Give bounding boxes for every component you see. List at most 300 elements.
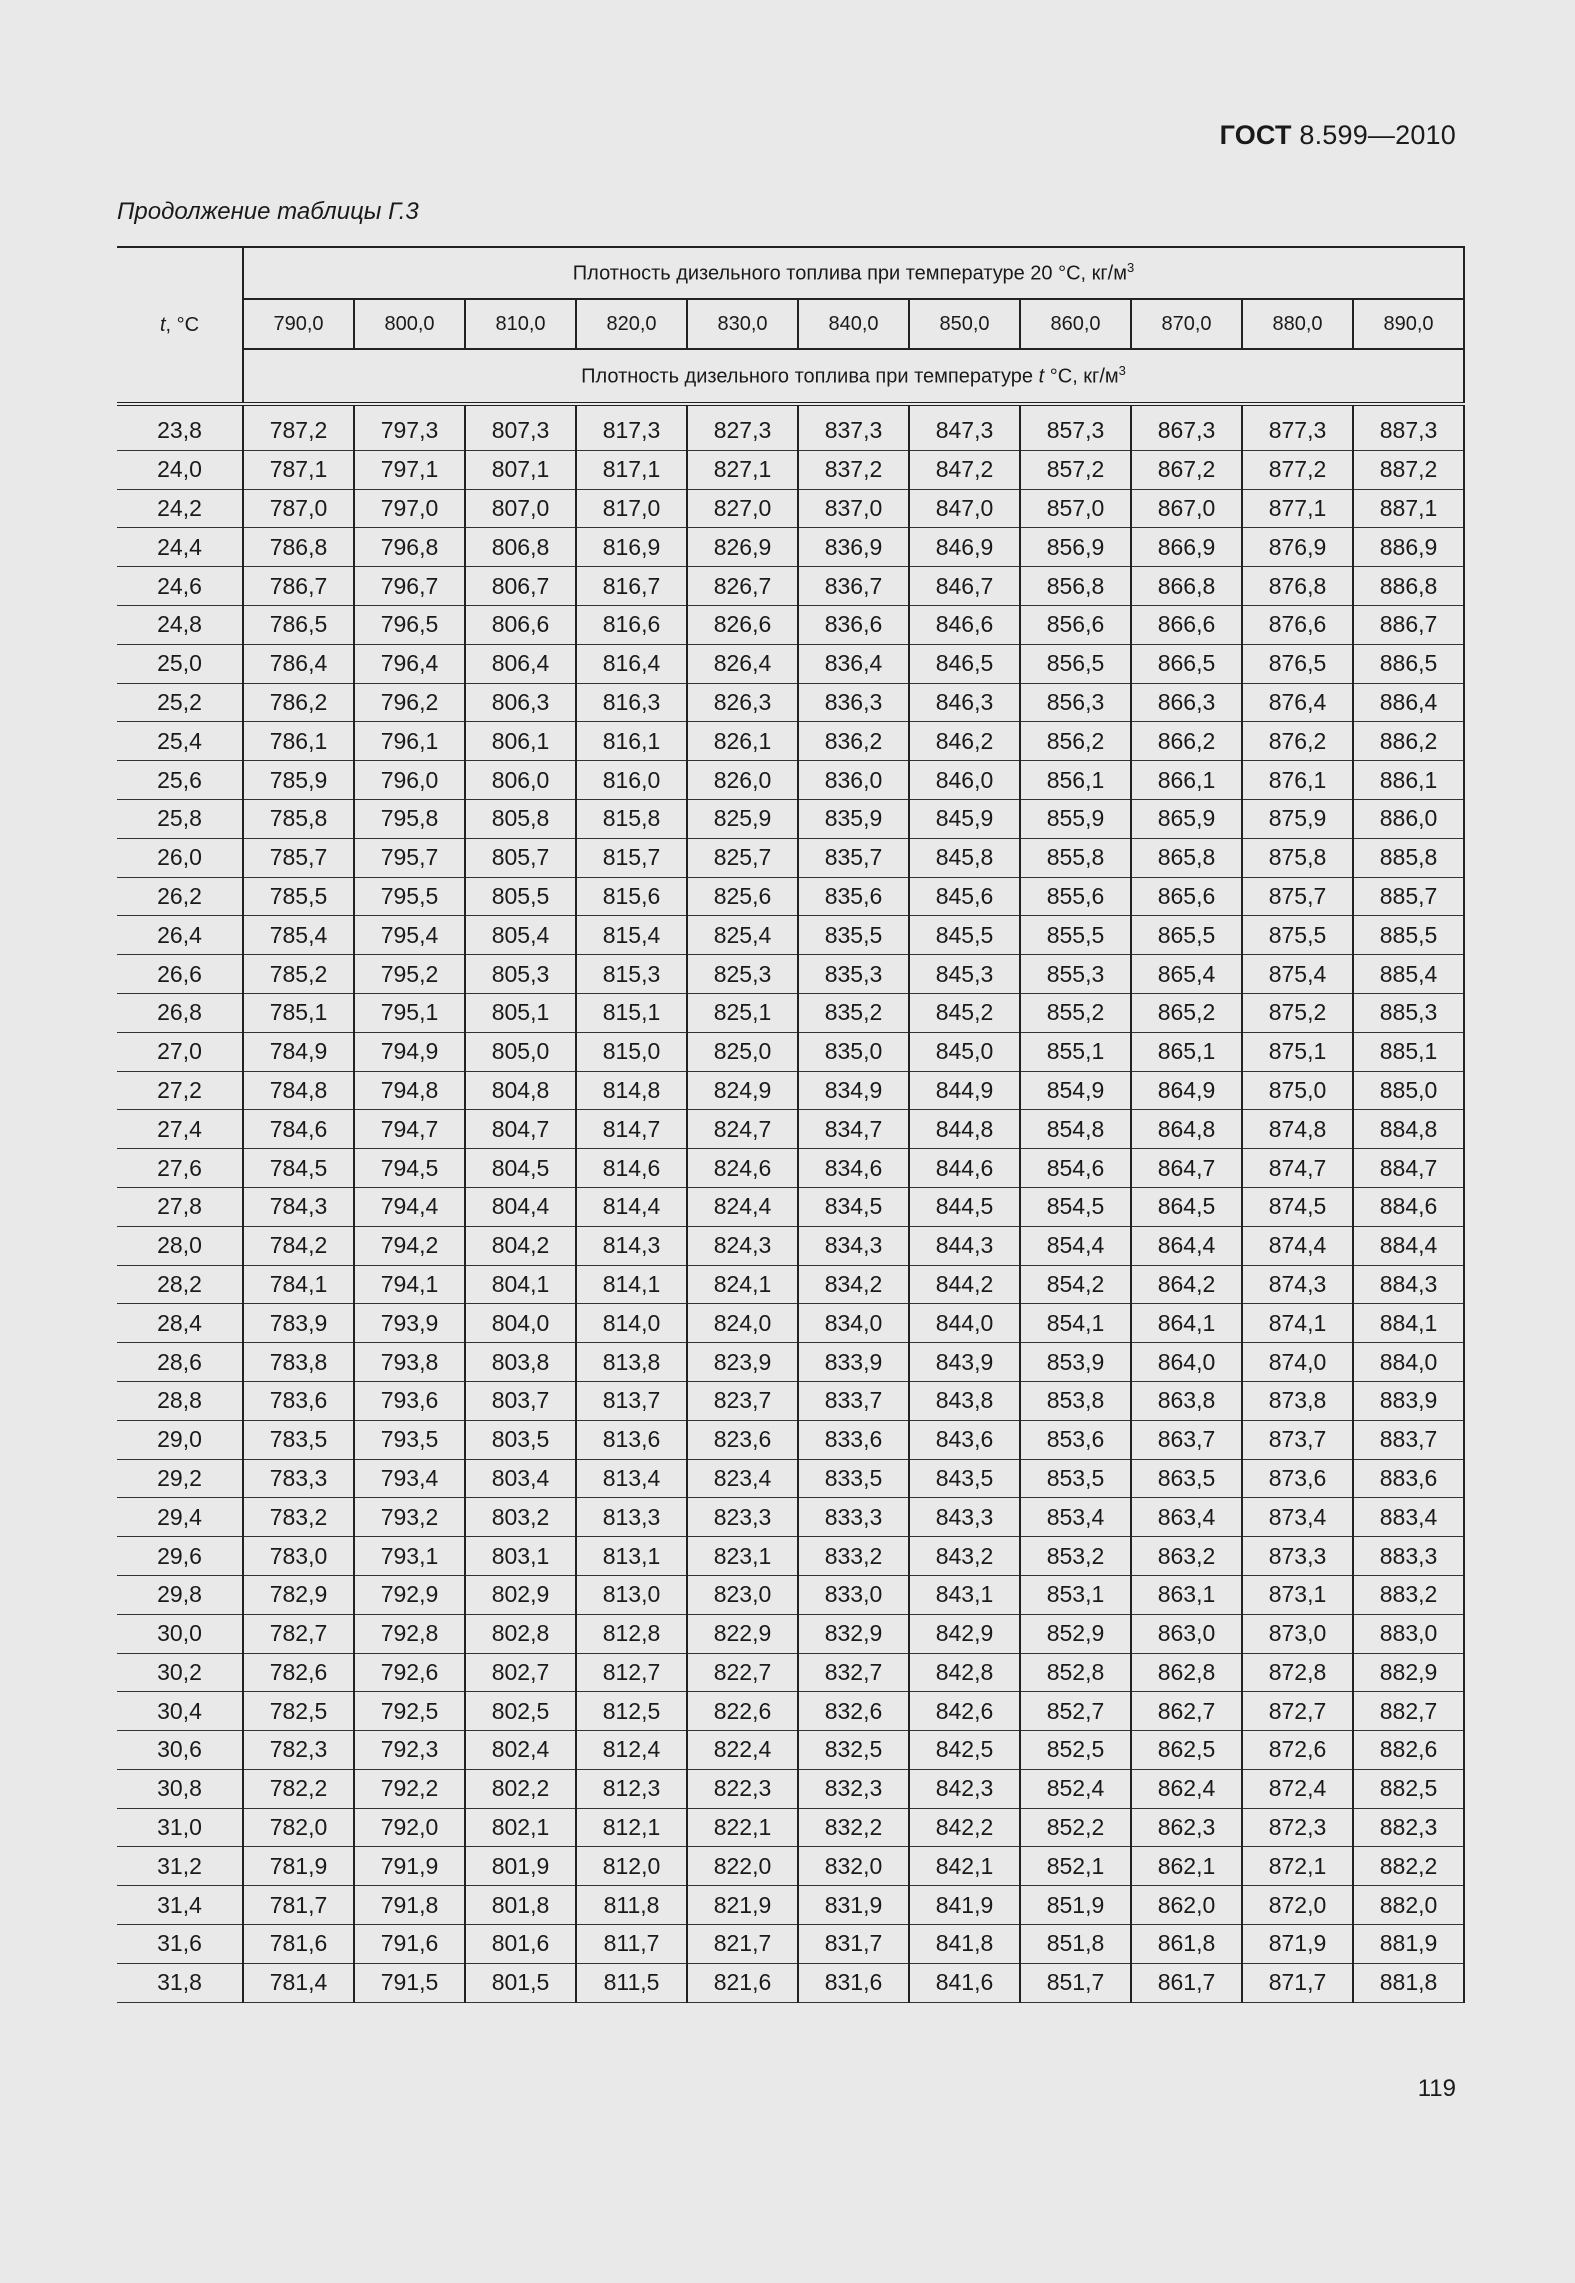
density-cell: 812,4 (576, 1731, 687, 1770)
density-cell: 812,0 (576, 1847, 687, 1886)
density-cell: 886,8 (1353, 567, 1464, 606)
density-20-value: 890,0 (1353, 299, 1464, 349)
density-cell: 836,9 (798, 528, 909, 567)
density-cell: 814,8 (576, 1071, 687, 1110)
density-cell: 841,6 (909, 1963, 1020, 2002)
table-row (117, 1808, 1464, 1847)
density-20-value: 820,0 (576, 299, 687, 349)
density-cell: 846,7 (909, 567, 1020, 606)
density-cell: 882,9 (1353, 1653, 1464, 1692)
density-cell: 875,0 (1242, 1071, 1353, 1110)
temperature-cell: 30,2 (117, 1653, 243, 1692)
density-cell: 782,0 (243, 1808, 354, 1847)
density-cell: 845,5 (909, 916, 1020, 955)
density-cell: 815,8 (576, 799, 687, 838)
density-20-value: 830,0 (687, 299, 798, 349)
table-row (117, 1886, 1464, 1925)
density-cell: 872,7 (1242, 1692, 1353, 1731)
density-cell: 843,2 (909, 1537, 1020, 1576)
table-row (117, 1304, 1464, 1343)
density-cell: 872,1 (1242, 1847, 1353, 1886)
density-cell: 802,8 (465, 1614, 576, 1653)
density-cell: 885,7 (1353, 877, 1464, 916)
density-cell: 816,3 (576, 683, 687, 722)
density-cell: 861,7 (1131, 1963, 1242, 2002)
density-cell: 822,3 (687, 1769, 798, 1808)
density-cell: 782,9 (243, 1575, 354, 1614)
density-cell: 792,8 (354, 1614, 465, 1653)
table-row (117, 1692, 1464, 1731)
density-cell: 846,9 (909, 528, 1020, 567)
density-cell: 854,4 (1020, 1226, 1131, 1265)
density-cell: 794,7 (354, 1110, 465, 1149)
table-row (117, 644, 1464, 683)
density-cell: 855,8 (1020, 838, 1131, 877)
density-cell: 843,1 (909, 1575, 1020, 1614)
density-cell: 815,6 (576, 877, 687, 916)
density-cell: 801,9 (465, 1847, 576, 1886)
density-cell: 836,6 (798, 605, 909, 644)
density-cell: 846,6 (909, 605, 1020, 644)
density-cell: 882,2 (1353, 1847, 1464, 1886)
density-cell: 833,6 (798, 1420, 909, 1459)
density-cell: 783,8 (243, 1343, 354, 1382)
density-cell: 781,6 (243, 1925, 354, 1964)
density-cell: 853,4 (1020, 1498, 1131, 1537)
density-cell: 872,0 (1242, 1886, 1353, 1925)
density-cell: 795,8 (354, 799, 465, 838)
density-cell: 883,2 (1353, 1575, 1464, 1614)
table-row (117, 916, 1464, 955)
density-cell: 824,6 (687, 1149, 798, 1188)
density-cell: 787,1 (243, 450, 354, 489)
density-cell: 801,8 (465, 1886, 576, 1925)
density-cell: 874,7 (1242, 1149, 1353, 1188)
density-cell: 822,4 (687, 1731, 798, 1770)
density-cell: 826,6 (687, 605, 798, 644)
density-cell: 874,5 (1242, 1187, 1353, 1226)
table-row (117, 683, 1464, 722)
density-cell: 864,9 (1131, 1071, 1242, 1110)
table-row (117, 1575, 1464, 1614)
density-cell: 813,8 (576, 1343, 687, 1382)
density-cell: 853,8 (1020, 1381, 1131, 1420)
density-cell: 794,2 (354, 1226, 465, 1265)
density-cell: 832,6 (798, 1692, 909, 1731)
density-cell: 837,3 (798, 404, 909, 450)
density-cell: 846,5 (909, 644, 1020, 683)
density-cell: 847,2 (909, 450, 1020, 489)
density-cell: 816,6 (576, 605, 687, 644)
density-cell: 852,5 (1020, 1731, 1131, 1770)
density-cell: 813,4 (576, 1459, 687, 1498)
density-cell: 802,4 (465, 1731, 576, 1770)
density-cell: 873,0 (1242, 1614, 1353, 1653)
density-cell: 863,4 (1131, 1498, 1242, 1537)
density-cell: 825,7 (687, 838, 798, 877)
density-cell: 804,5 (465, 1149, 576, 1188)
density-20-values-row (117, 299, 1464, 349)
density-cell: 843,9 (909, 1343, 1020, 1382)
density-cell: 802,2 (465, 1769, 576, 1808)
density-cell: 876,8 (1242, 567, 1353, 606)
density-cell: 834,5 (798, 1187, 909, 1226)
density-cell: 793,5 (354, 1420, 465, 1459)
density-cell: 816,7 (576, 567, 687, 606)
density-cell: 862,3 (1131, 1808, 1242, 1847)
density-cell: 823,0 (687, 1575, 798, 1614)
density-cell: 787,0 (243, 489, 354, 528)
density-cell: 837,0 (798, 489, 909, 528)
density-cell: 883,7 (1353, 1420, 1464, 1459)
density-cell: 793,4 (354, 1459, 465, 1498)
density-cell: 855,9 (1020, 799, 1131, 838)
density-20-value: 860,0 (1020, 299, 1131, 349)
density-cell: 814,6 (576, 1149, 687, 1188)
density-cell: 866,9 (1131, 528, 1242, 567)
density-cell: 843,5 (909, 1459, 1020, 1498)
density-cell: 877,1 (1242, 489, 1353, 528)
temperature-cell: 27,0 (117, 1032, 243, 1071)
density-cell: 822,9 (687, 1614, 798, 1653)
density-cell: 854,9 (1020, 1071, 1131, 1110)
density-cell: 823,9 (687, 1343, 798, 1382)
density-cell: 845,8 (909, 838, 1020, 877)
density-cell: 865,4 (1131, 955, 1242, 994)
temperature-cell: 28,0 (117, 1226, 243, 1265)
density-cell: 845,6 (909, 877, 1020, 916)
density-cell: 831,9 (798, 1886, 909, 1925)
density-cell: 867,0 (1131, 489, 1242, 528)
density-cell: 864,8 (1131, 1110, 1242, 1149)
table-row (117, 489, 1464, 528)
density-cell: 825,6 (687, 877, 798, 916)
density-cell: 865,8 (1131, 838, 1242, 877)
density-cell: 875,8 (1242, 838, 1353, 877)
density-cell: 825,3 (687, 955, 798, 994)
density-cell: 885,0 (1353, 1071, 1464, 1110)
density-cell: 824,0 (687, 1304, 798, 1343)
density-cell: 804,2 (465, 1226, 576, 1265)
density-cell: 792,5 (354, 1692, 465, 1731)
density-cell: 864,7 (1131, 1149, 1242, 1188)
density-cell: 833,7 (798, 1381, 909, 1420)
table-row (117, 1537, 1464, 1576)
density-cell: 887,2 (1353, 450, 1464, 489)
density-cell: 876,2 (1242, 722, 1353, 761)
temperature-column-header (117, 247, 243, 404)
t-symbol: t (159, 313, 166, 336)
density-cell: 825,1 (687, 993, 798, 1032)
table-row (117, 1226, 1464, 1265)
density-cell: 855,2 (1020, 993, 1131, 1032)
density-t-header (243, 349, 1464, 404)
temperature-cell: 29,2 (117, 1459, 243, 1498)
density-cell: 836,7 (798, 567, 909, 606)
density-cell: 867,2 (1131, 450, 1242, 489)
density-cell: 794,5 (354, 1149, 465, 1188)
table-row (117, 605, 1464, 644)
density-20-value: 810,0 (465, 299, 576, 349)
table-row (117, 1459, 1464, 1498)
density-cell: 844,2 (909, 1265, 1020, 1304)
density-cell: 856,3 (1020, 683, 1131, 722)
density-cell: 834,6 (798, 1149, 909, 1188)
density-cell: 794,8 (354, 1071, 465, 1110)
density-cell: 835,0 (798, 1032, 909, 1071)
density-cell: 871,9 (1242, 1925, 1353, 1964)
density-cell: 796,8 (354, 528, 465, 567)
density-cell: 792,0 (354, 1808, 465, 1847)
table-row (117, 1731, 1464, 1770)
temperature-cell: 25,0 (117, 644, 243, 683)
density-cell: 821,6 (687, 1963, 798, 2002)
density-cell: 855,3 (1020, 955, 1131, 994)
temperature-cell: 29,0 (117, 1420, 243, 1459)
density-cell: 887,1 (1353, 489, 1464, 528)
density-cell: 805,8 (465, 799, 576, 838)
temperature-cell: 30,6 (117, 1731, 243, 1770)
density-cell: 783,0 (243, 1537, 354, 1576)
density-cell: 845,3 (909, 955, 1020, 994)
density-cell: 866,2 (1131, 722, 1242, 761)
table-row (117, 1265, 1464, 1304)
density-cell: 862,1 (1131, 1847, 1242, 1886)
density-cell: 873,6 (1242, 1459, 1353, 1498)
density-cell: 846,0 (909, 761, 1020, 800)
density-cell: 875,9 (1242, 799, 1353, 838)
density-cell: 826,3 (687, 683, 798, 722)
density-cell: 833,3 (798, 1498, 909, 1537)
density-cell: 785,9 (243, 761, 354, 800)
density-cell: 816,9 (576, 528, 687, 567)
density-cell: 786,5 (243, 605, 354, 644)
density-cell: 831,6 (798, 1963, 909, 2002)
density-cell: 853,9 (1020, 1343, 1131, 1382)
density-cell: 785,4 (243, 916, 354, 955)
density-cell: 846,2 (909, 722, 1020, 761)
density-cell: 855,6 (1020, 877, 1131, 916)
density-cell: 875,2 (1242, 993, 1353, 1032)
density-cell: 883,4 (1353, 1498, 1464, 1537)
standard-abbreviation: ГОСТ (1219, 120, 1292, 150)
density-cell: 824,9 (687, 1071, 798, 1110)
density-20-value: 880,0 (1242, 299, 1353, 349)
density-cell: 802,7 (465, 1653, 576, 1692)
density-cell: 784,6 (243, 1110, 354, 1149)
density-cell: 866,1 (1131, 761, 1242, 800)
temperature-cell: 31,8 (117, 1963, 243, 2002)
density-cell: 814,1 (576, 1265, 687, 1304)
density-cell: 855,5 (1020, 916, 1131, 955)
temperature-cell: 26,0 (117, 838, 243, 877)
density-cell: 783,3 (243, 1459, 354, 1498)
density-cell: 817,3 (576, 404, 687, 450)
table-row (117, 838, 1464, 877)
density-cell: 886,2 (1353, 722, 1464, 761)
density-cell: 802,9 (465, 1575, 576, 1614)
superscript-3: 3 (1118, 363, 1126, 379)
density-cell: 835,9 (798, 799, 909, 838)
density-cell: 884,4 (1353, 1226, 1464, 1265)
density-cell: 874,1 (1242, 1304, 1353, 1343)
density-cell: 882,6 (1353, 1731, 1464, 1770)
density-cell: 827,1 (687, 450, 798, 489)
density-cell: 815,3 (576, 955, 687, 994)
density-cell: 821,9 (687, 1886, 798, 1925)
temperature-cell: 25,4 (117, 722, 243, 761)
density-cell: 833,0 (798, 1575, 909, 1614)
density-cell: 815,1 (576, 993, 687, 1032)
density-cell: 845,2 (909, 993, 1020, 1032)
density-cell: 814,4 (576, 1187, 687, 1226)
density-cell: 871,7 (1242, 1963, 1353, 2002)
density-cell: 794,9 (354, 1032, 465, 1071)
density-cell: 833,5 (798, 1459, 909, 1498)
density-cell: 797,0 (354, 489, 465, 528)
density-cell: 787,2 (243, 404, 354, 450)
density-cell: 812,1 (576, 1808, 687, 1847)
temperature-cell: 27,8 (117, 1187, 243, 1226)
table-row (117, 955, 1464, 994)
density-cell: 836,4 (798, 644, 909, 683)
density-cell: 885,8 (1353, 838, 1464, 877)
density-cell: 876,5 (1242, 644, 1353, 683)
density-cell: 807,3 (465, 404, 576, 450)
density-cell: 842,8 (909, 1653, 1020, 1692)
density-cell: 883,3 (1353, 1537, 1464, 1576)
density-cell: 851,8 (1020, 1925, 1131, 1964)
density-cell: 816,0 (576, 761, 687, 800)
density-cell: 824,7 (687, 1110, 798, 1149)
density-cell: 864,4 (1131, 1226, 1242, 1265)
density-cell: 817,0 (576, 489, 687, 528)
density-cell: 803,5 (465, 1420, 576, 1459)
density-cell: 874,4 (1242, 1226, 1353, 1265)
density-cell: 781,4 (243, 1963, 354, 2002)
density-cell: 816,1 (576, 722, 687, 761)
density-cell: 823,6 (687, 1420, 798, 1459)
density-cell: 805,3 (465, 955, 576, 994)
density-cell: 843,8 (909, 1381, 1020, 1420)
density-cell: 806,8 (465, 528, 576, 567)
density-cell: 884,3 (1353, 1265, 1464, 1304)
density-cell: 852,1 (1020, 1847, 1131, 1886)
density-cell: 842,1 (909, 1847, 1020, 1886)
density-cell: 873,8 (1242, 1381, 1353, 1420)
density-cell: 804,4 (465, 1187, 576, 1226)
density-cell: 804,1 (465, 1265, 576, 1304)
density-cell: 795,7 (354, 838, 465, 877)
density-cell: 783,2 (243, 1498, 354, 1537)
density-cell: 885,5 (1353, 916, 1464, 955)
density-cell: 857,2 (1020, 450, 1131, 489)
density-cell: 814,0 (576, 1304, 687, 1343)
density-cell: 865,2 (1131, 993, 1242, 1032)
table-row (117, 1653, 1464, 1692)
density-cell: 792,6 (354, 1653, 465, 1692)
density-cell: 786,2 (243, 683, 354, 722)
table-row (117, 1032, 1464, 1071)
density-cell: 875,7 (1242, 877, 1353, 916)
density-cell: 804,7 (465, 1110, 576, 1149)
density-cell: 887,3 (1353, 404, 1464, 450)
density-cell: 823,1 (687, 1537, 798, 1576)
density-cell: 836,3 (798, 683, 909, 722)
density-cell: 863,8 (1131, 1381, 1242, 1420)
density-cell: 873,7 (1242, 1420, 1353, 1459)
density-cell: 854,2 (1020, 1265, 1131, 1304)
density-cell: 872,8 (1242, 1653, 1353, 1692)
density-cell: 802,1 (465, 1808, 576, 1847)
density-cell: 862,5 (1131, 1731, 1242, 1770)
density-cell: 794,4 (354, 1187, 465, 1226)
density-cell: 881,8 (1353, 1963, 1464, 2002)
density-t-unit: °С, кг/м (1049, 365, 1119, 388)
temperature-cell: 31,4 (117, 1886, 243, 1925)
density-cell: 874,0 (1242, 1343, 1353, 1382)
density-cell: 883,9 (1353, 1381, 1464, 1420)
density-cell: 841,8 (909, 1925, 1020, 1964)
density-cell: 852,4 (1020, 1769, 1131, 1808)
density-cell: 784,3 (243, 1187, 354, 1226)
table-row (117, 567, 1464, 606)
density-cell: 862,7 (1131, 1692, 1242, 1731)
density-cell: 865,1 (1131, 1032, 1242, 1071)
density-cell: 862,8 (1131, 1653, 1242, 1692)
table-row (117, 1071, 1464, 1110)
density-cell: 882,5 (1353, 1769, 1464, 1808)
density-cell: 785,7 (243, 838, 354, 877)
density-cell: 814,7 (576, 1110, 687, 1149)
density-cell: 827,0 (687, 489, 798, 528)
temperature-cell: 27,4 (117, 1110, 243, 1149)
temperature-cell: 30,0 (117, 1614, 243, 1653)
density-cell: 785,5 (243, 877, 354, 916)
density-cell: 853,6 (1020, 1420, 1131, 1459)
density-cell: 813,6 (576, 1420, 687, 1459)
density-cell: 786,1 (243, 722, 354, 761)
density-cell: 832,7 (798, 1653, 909, 1692)
density-cell: 876,1 (1242, 761, 1353, 800)
density-cell: 866,6 (1131, 605, 1242, 644)
density-cell: 857,0 (1020, 489, 1131, 528)
temperature-cell: 30,8 (117, 1769, 243, 1808)
density-cell: 824,1 (687, 1265, 798, 1304)
density-cell: 832,3 (798, 1769, 909, 1808)
density-cell: 826,0 (687, 761, 798, 800)
density-cell: 802,5 (465, 1692, 576, 1731)
density-cell: 806,1 (465, 722, 576, 761)
density-cell: 807,1 (465, 450, 576, 489)
temperature-cell: 31,2 (117, 1847, 243, 1886)
density-cell: 872,3 (1242, 1808, 1353, 1847)
temperature-cell: 25,8 (117, 799, 243, 838)
temperature-cell: 28,4 (117, 1304, 243, 1343)
density-cell: 856,9 (1020, 528, 1131, 567)
density-cell: 813,3 (576, 1498, 687, 1537)
density-cell: 825,9 (687, 799, 798, 838)
temperature-cell: 29,4 (117, 1498, 243, 1537)
density-cell: 795,1 (354, 993, 465, 1032)
density-cell: 795,5 (354, 877, 465, 916)
density-cell: 805,7 (465, 838, 576, 877)
density-cell: 785,1 (243, 993, 354, 1032)
table-row (117, 799, 1464, 838)
table-row (117, 1420, 1464, 1459)
density-cell: 886,5 (1353, 644, 1464, 683)
density-cell: 804,8 (465, 1071, 576, 1110)
